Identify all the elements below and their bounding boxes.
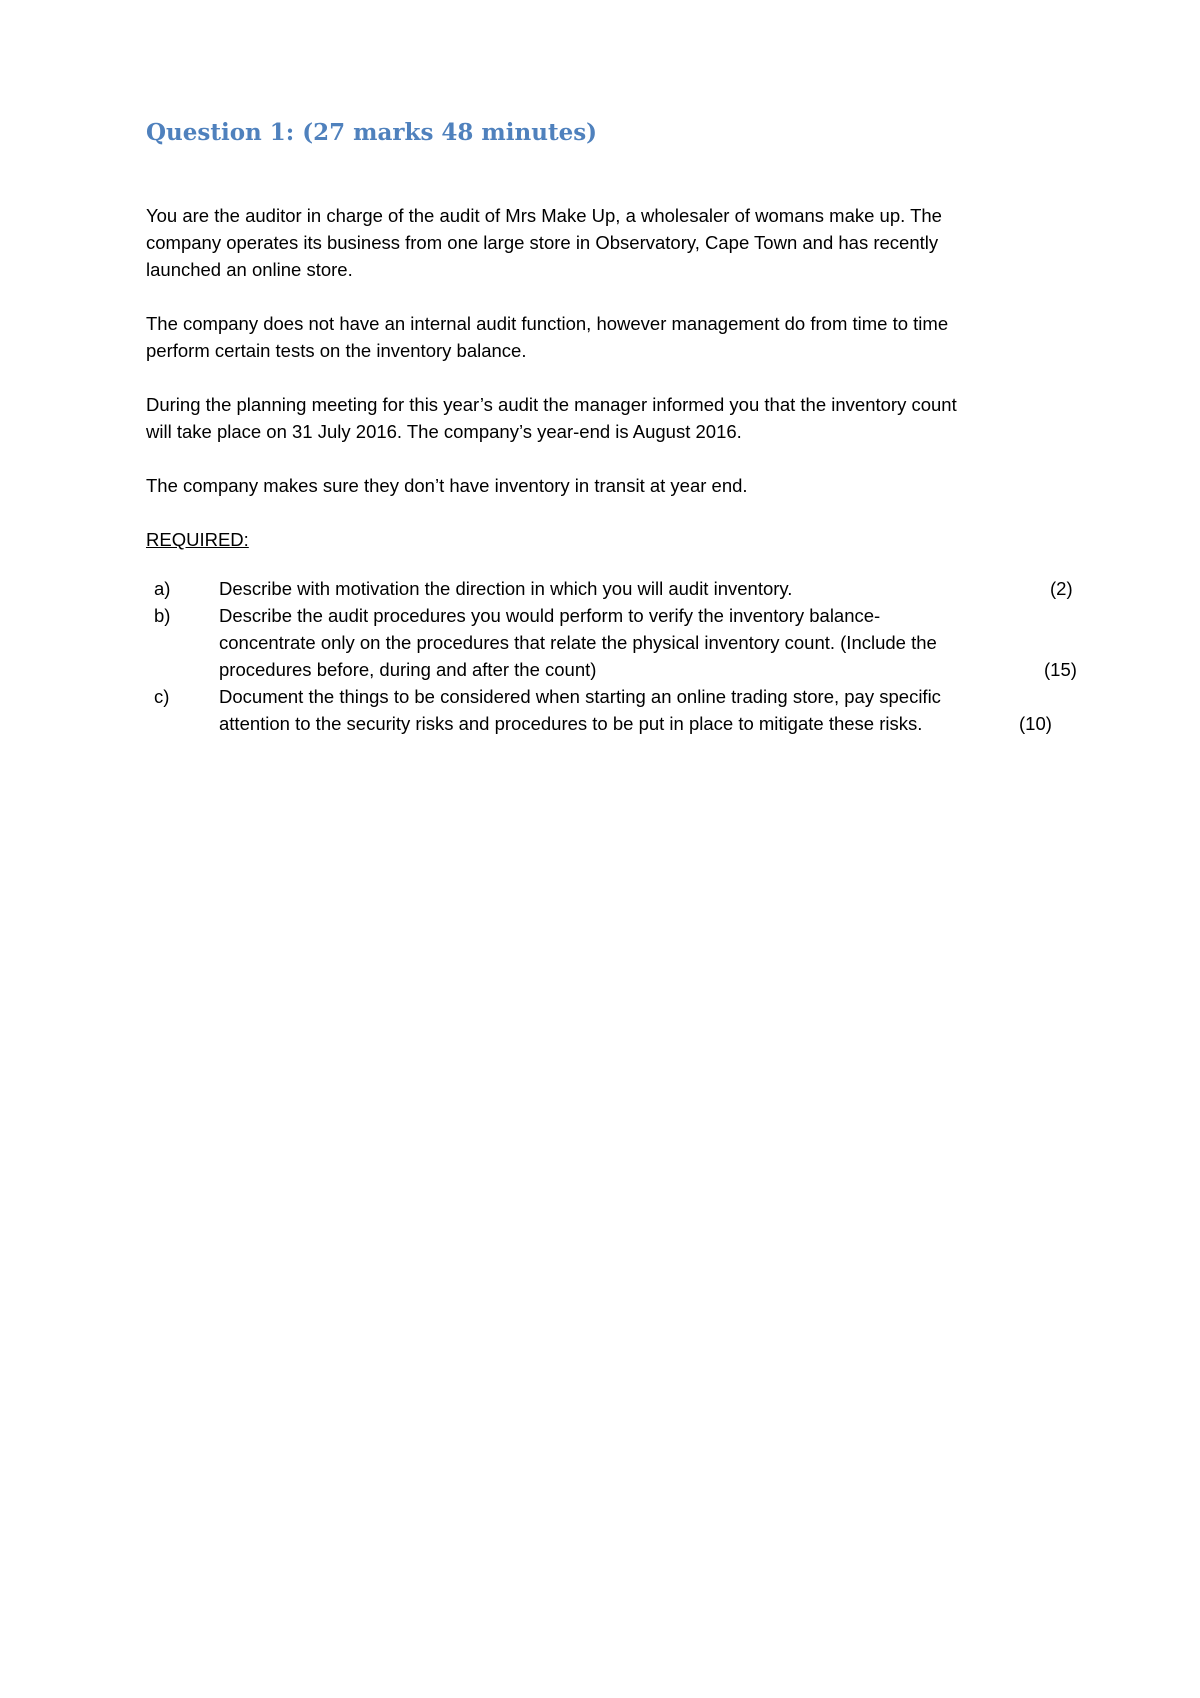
paragraph-line: company operates its business from one large store in Observatory, Cape Town and has recently [146, 232, 939, 253]
paragraph-line: will take place on 31 July 2016. The company’s year-end is August 2016. [146, 421, 742, 442]
sub-question-line: Describe the audit procedures you would perform to verify the inventory balance- [219, 605, 881, 626]
paragraph-line: During the planning meeting for this year’s audit the manager informed you that the inventory count [146, 394, 957, 415]
planning-meeting-paragraph [146, 391, 1066, 445]
sub-question-line: concentrate only on the procedures that relate the physical inventory count. (Include the [219, 632, 937, 653]
sub-question-list [146, 575, 1077, 737]
intro-paragraph [146, 202, 1066, 283]
required-label: REQUIRED: [146, 529, 249, 550]
sub-question-line [219, 656, 1077, 683]
sub-question-line [219, 575, 1073, 602]
paragraph-line: The company does not have an internal audit function, however management do from time to time [146, 313, 949, 334]
sub-question-letter: c) [154, 686, 170, 707]
sub-question-b [146, 602, 1077, 683]
paragraph-line: The company makes sure they don’t have inventory in transit at year end. [146, 475, 748, 496]
internal-audit-paragraph [146, 310, 1066, 364]
paragraph-line: perform certain tests on the inventory balance. [146, 340, 527, 361]
sub-question-text: Describe with motivation the direction in which you will audit inventory. [219, 578, 793, 599]
marks-label: (15) [1044, 659, 1077, 680]
sub-question-text: procedures before, during and after the count) [219, 659, 597, 680]
sub-question-a [146, 575, 1073, 602]
sub-question-line [219, 710, 1062, 737]
sub-question-letter: b) [154, 605, 171, 626]
paragraph-line: launched an online store. [146, 259, 353, 280]
marks-label: (10) [1019, 713, 1052, 734]
transit-paragraph [146, 472, 1066, 499]
sub-question-line: Document the things to be considered when starting an online trading store, pay specific [219, 686, 941, 707]
sub-question-letter: a) [154, 578, 171, 599]
paragraph-line: You are the auditor in charge of the audit of Mrs Make Up, a wholesaler of womans make up. The [146, 205, 942, 226]
question-title: Question 1: (27 marks 48 minutes) [146, 119, 598, 146]
sub-question-c [146, 683, 1062, 737]
sub-question-text: attention to the security risks and procedures to be put in place to mitigate these risks. [219, 713, 923, 734]
document-content [146, 118, 1077, 737]
marks-label: (2) [1050, 578, 1073, 599]
